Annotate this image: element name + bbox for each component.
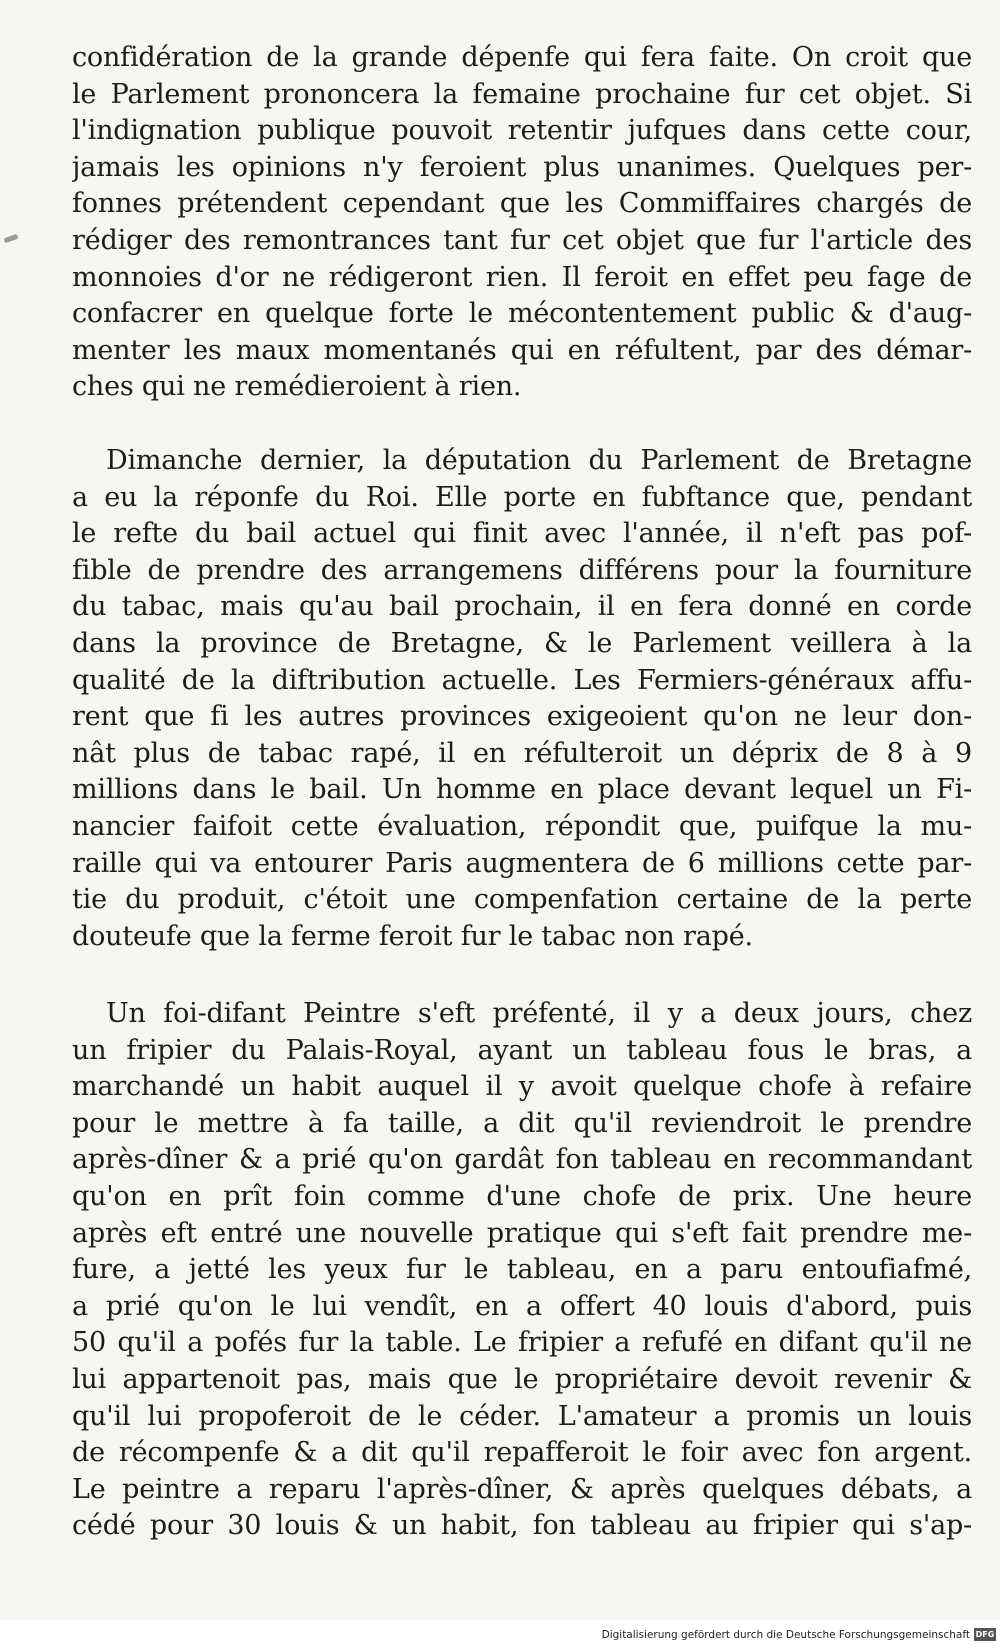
text-line: Un foi-difant Peintre s'eft préfenté, il y a deux jours, chez [106, 998, 972, 1029]
text-line: 50 qu'il a pofés fur la table. Le fripier a refufé en difant qu'il ne [72, 1327, 972, 1359]
margin-ink-speck [4, 234, 19, 243]
text-line: confidération de la grande dépenfe qui fera faite. On croit que [72, 42, 972, 73]
text-line: nancier faifoit cette évaluation, répondit que, puifque la mu- [72, 810, 972, 842]
text-line: rent que fi les autres provinces exigeoient qu'on ne leur don- [72, 701, 972, 733]
text-line: dans la province de Bretagne, & le Parlement veillera à la [72, 627, 972, 659]
text-line: marchandé un habit auquel il y avoit quelque chofe à refaire [72, 1071, 972, 1103]
text-line: a prié qu'on le lui vendît, en a offert 40 louis d'abord, puis [72, 1290, 972, 1322]
digitization-footer [0, 1620, 1000, 1649]
dfg-logo-icon: DFG [975, 1630, 995, 1639]
text-line: Le peintre a reparu l'après-dîner, & après quelques débats, a [72, 1473, 972, 1505]
text-line: après eft entré une nouvelle pratique qui s'eft fait prendre me- [72, 1217, 972, 1249]
text-line: jamais les opinions n'y feroient plus unanimes. Quelques per- [72, 151, 972, 183]
text-line: qu'il lui propoferoit de le céder. L'amateur a promis un louis [72, 1400, 972, 1432]
text-line: cédé pour 30 louis & un habit, fon tableau au fripier qui s'ap- [72, 1510, 972, 1542]
text-line: raille qui va entourer Paris augmentera de 6 millions cette par- [72, 847, 972, 879]
text-line: ches qui ne remédieroient à rien. [72, 371, 522, 403]
paragraph-3 [72, 996, 972, 1545]
text-line: menter les maux momentanés qui en réfultent, par des démar- [72, 334, 972, 366]
text-line: le refte du bail actuel qui finit avec l'année, il n'eft pas pof- [72, 518, 972, 550]
text-line: tie du produit, c'étoit une compenfation certaine de la perte [72, 884, 972, 916]
text-line: de récompenfe & a dit qu'il repafferoit le foir avec fon argent. [72, 1437, 972, 1469]
text-line: du tabac, mais qu'au bail prochain, il en fera donné en corde [72, 591, 972, 623]
paragraph-1 [72, 40, 972, 406]
text-line: après-dîner & a prié qu'on gardât fon tableau en recommandant [72, 1144, 972, 1176]
text-line: le Parlement prononcera la femaine prochaine fur cet objet. Si [72, 78, 972, 110]
text-line: rédiger des remontrances tant fur cet objet que fur l'article des [72, 224, 972, 256]
text-line: confacrer en quelque forte le mécontentement public & d'aug- [72, 298, 972, 330]
text-line: nât plus de tabac rapé, il en réfulteroit un déprix de 8 à 9 [72, 737, 972, 769]
text-line: a eu la réponfe du Roi. Elle porte en fubftance que, pendant [72, 481, 972, 513]
text-line: pour le mettre à fa taille, a dit qu'il reviendroit le prendre [72, 1107, 972, 1139]
paragraph-2 [72, 443, 972, 955]
text-line: Dimanche dernier, la députation du Parlement de Bretagne [106, 445, 972, 476]
text-line: fible de prendre des arrangemens différens pour la fourniture [72, 554, 972, 586]
text-line: qualité de la diftribution actuelle. Les Fermiers-généraux affu- [72, 664, 972, 696]
text-line: fure, a jetté les yeux fur le tableau, en a paru entoufiafmé, [72, 1254, 972, 1286]
text-line: l'indignation publique pouvoit retentir jufques dans cette cour, [72, 115, 972, 147]
text-line: douteufe que la ferme feroit fur le tabac non rapé. [72, 920, 753, 952]
text-line: qu'on en prît foin comme d'une chofe de prix. Une heure [72, 1180, 972, 1212]
text-line: fonnes prétendent cependant que les Commiffaires chargés de [72, 188, 972, 220]
text-line: millions dans le bail. Un homme en place devant lequel un Fi- [72, 774, 972, 806]
text-line: un fripier du Palais-Royal, ayant un tableau fous le bras, a [72, 1034, 972, 1066]
text-line: monnoies d'or ne rédigeront rien. Il feroit en effet peu fage de [72, 261, 972, 293]
funding-credit: Digitalisierung gefördert durch die Deutsche Forschungsgemeinschaft [601, 1629, 970, 1641]
text-line: lui appartenoit pas, mais que le propriétaire devoit revenir & [72, 1363, 972, 1395]
